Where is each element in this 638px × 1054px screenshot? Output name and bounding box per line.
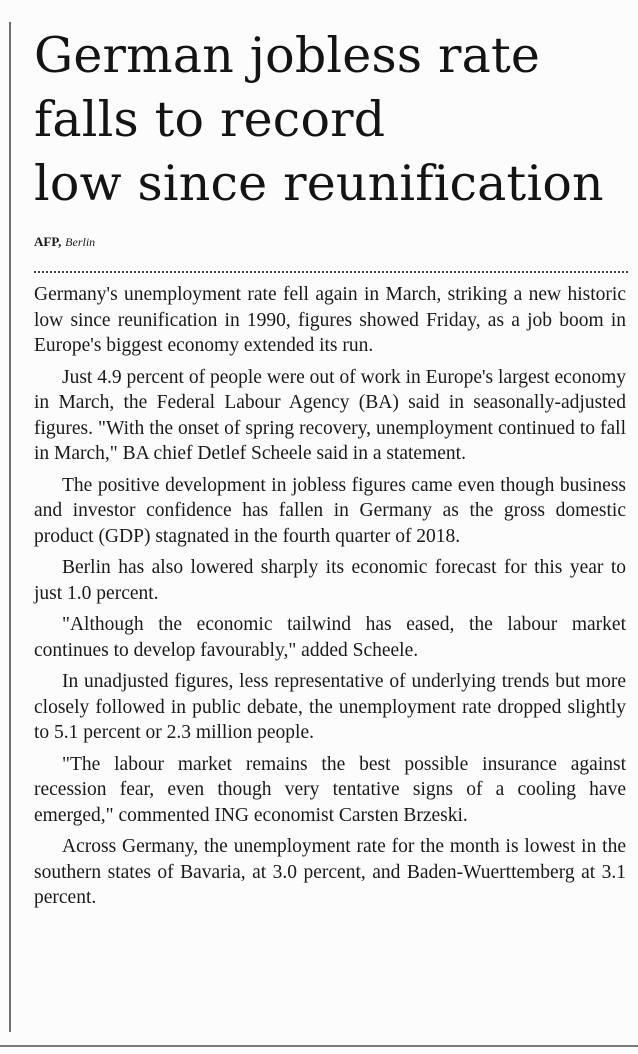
paragraph: The positive development in jobless figures came even though business and investor confidence has fallen in Germany as the gross domestic product (GDP) stagnated in the fourth quarter of 2018.	[34, 474, 626, 547]
article-body	[34, 282, 626, 917]
paragraph: In unadjusted figures, less representative of underlying trends but more closely followed in public debate, the unemployment rate dropped slightly to 5.1 percent or 2.3 million people.	[34, 671, 626, 743]
bottom-border	[0, 1045, 638, 1047]
headline-line-2: falls to record	[34, 91, 386, 148]
headline-line-3: low since reunification	[34, 155, 604, 212]
paragraph: Germany's unemployment rate fell again in March, striking a new historic low since reunification in 1990, figures showed Friday, as a job boom in Europe's biggest economy extended its run.	[34, 284, 626, 356]
paragraph: Just 4.9 percent of people were out of work in Europe's largest economy in March, the Federal Labour Agency (BA) said in seasonally-adjusted figures. "With the onset of spring recovery, unemployment continued to fall in March," BA chief Detlef Scheele said in a statement.	[34, 366, 626, 464]
paragraph: "Although the economic tailwind has eased, the labour market continues to develop favourably," added Scheele.	[34, 614, 626, 661]
byline	[34, 234, 95, 250]
byline-location: Berlin	[65, 235, 96, 249]
paragraph: Across Germany, the unemployment rate for the month is lowest in the southern states of Bavaria, at 3.0 percent, and Baden-Wuerttemberg at 3.1 percent.	[34, 836, 626, 908]
paragraph: "The labour market remains the best possible insurance against recession fear, even though very tentative signs of a cooling have emerged," commented ING economist Carsten Brzeski.	[34, 753, 626, 826]
headline	[34, 24, 634, 216]
headline-line-1: German jobless rate	[34, 27, 541, 84]
column-rule	[9, 22, 11, 1032]
paragraph: Berlin has also lowered sharply its economic forecast for this year to just 1.0 percent.	[34, 557, 626, 604]
byline-agency: AFP,	[34, 234, 62, 249]
dotted-divider	[34, 271, 628, 273]
